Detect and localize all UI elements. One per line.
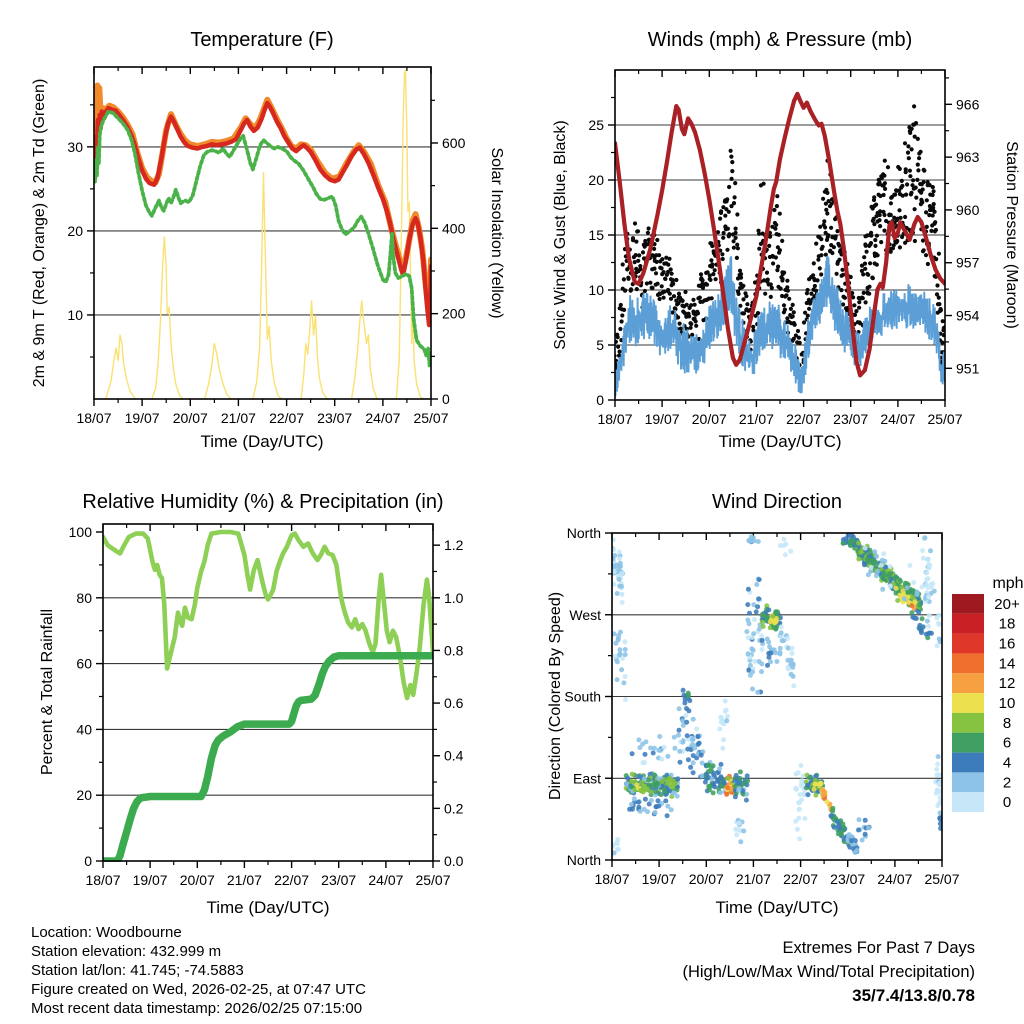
x-tick-label: 18/07 [76, 410, 112, 426]
y-tick-label: 0 [84, 853, 92, 869]
panel-winds-pressure [552, 29, 1020, 451]
right-tick-label: 963 [956, 149, 980, 166]
y-tick-label: South [564, 688, 601, 705]
chart-title-winds: Winds (mph) & Pressure (mb) [647, 29, 913, 51]
right-tick-label: 957 [956, 254, 980, 271]
x-axis-label-winds: Time (Day/UTC) [718, 432, 842, 451]
figure-created-timestamp: Figure created on Wed, 2026-02-25, at 07:47 UTC [31, 981, 366, 998]
right-tick-label: 960 [956, 201, 980, 218]
y-tick-label: North [566, 852, 601, 868]
extremes-values: 35/7.4/13.8/0.78 [852, 986, 975, 1005]
x-tick-label: 22/07 [269, 410, 305, 426]
extremes-subtitle: (High/Low/Max Wind/Total Precipitation) [682, 963, 975, 981]
right-tick-label: 0.4 [444, 747, 464, 764]
x-tick-label: 20/07 [172, 410, 208, 426]
y-tick-label: 80 [76, 589, 92, 606]
x-tick-label: 20/07 [688, 871, 724, 887]
x-tick-label: 24/07 [365, 410, 401, 426]
x-tick-label: 23/07 [317, 410, 353, 426]
extremes-summary [682, 939, 975, 1005]
x-tick-label: 18/07 [85, 872, 121, 888]
colorbar-swatches [952, 594, 984, 812]
x-tick-label: 24/07 [880, 411, 916, 427]
y-tick-label: 60 [76, 655, 92, 672]
y-axis-label-direction: Direction (Colored By Speed) [547, 591, 564, 801]
x-tick-label: 19/07 [641, 871, 677, 887]
y-axis-label-temperature: 2m & 9m T (Red, Orange) & 2m Td (Green) [31, 78, 48, 388]
x-tick-label: 19/07 [124, 410, 160, 426]
y-tick-label: 5 [596, 337, 604, 353]
extremes-title: Extremes For Past 7 Days [782, 939, 975, 957]
y-tick-label: 10 [588, 282, 604, 298]
x-tick-label: 21/07 [735, 871, 771, 887]
right-tick-label: 954 [956, 307, 980, 324]
panel-wind-direction [547, 491, 960, 917]
x-tick-label: 21/07 [738, 411, 774, 427]
y-axis-label-wind: Sonic Wind & Gust (Blue, Black) [552, 120, 569, 350]
right-tick-label: 966 [956, 96, 980, 113]
x-tick-label: 20/07 [179, 872, 215, 888]
station-elevation: Station elevation: 432.999 m [31, 943, 222, 960]
x-tick-label: 22/07 [786, 411, 822, 427]
x-tick-label: 18/07 [597, 411, 633, 427]
right-tick-label: 1.0 [444, 589, 464, 606]
colorbar-bin-label: 12 [998, 675, 1016, 693]
series-temperature [94, 70, 431, 399]
y-tick-label: 40 [76, 721, 92, 738]
y-tick-label: 20 [588, 172, 604, 188]
colorbar-bin-label: 10 [998, 695, 1016, 712]
x-tick-label: 25/07 [413, 410, 449, 426]
station-location: Location: Woodbourne [31, 924, 182, 941]
y-tick-label: 100 [68, 524, 92, 540]
colorbar-bin-label: 16 [998, 635, 1016, 653]
colorbar-bin-label: 8 [1002, 714, 1012, 732]
right-tick-label: 0.6 [444, 695, 464, 712]
y-axis-label-solar: Solar Insolation (Yellow) [488, 147, 505, 319]
x-tick-label: 23/07 [830, 871, 866, 887]
y-tick-label: West [569, 606, 601, 623]
chart-title-wind-direction: Wind Direction [711, 491, 843, 513]
x-tick-label: 21/07 [220, 410, 256, 426]
station-latlon: Station lat/lon: 41.745; -74.5883 [31, 962, 244, 979]
y-tick-label: 20 [67, 222, 83, 239]
x-tick-label: 24/07 [877, 871, 913, 887]
right-tick-label: 0.2 [444, 800, 464, 817]
right-tick-label: 1.2 [444, 537, 464, 554]
x-tick-label: 19/07 [132, 872, 168, 888]
x-tick-label: 22/07 [274, 872, 310, 888]
colorbar-bin-label: 0 [1002, 794, 1012, 812]
right-tick-label: 200 [442, 305, 466, 322]
x-tick-label: 21/07 [226, 872, 262, 888]
x-tick-label: 24/07 [368, 872, 404, 888]
chart-title-humidity: Relative Humidity (%) & Precipitation (in) [82, 491, 444, 513]
colorbar-title: mph [992, 575, 1024, 592]
x-axis-label-direction: Time (Day/UTC) [715, 898, 839, 917]
y-tick-label: 25 [588, 117, 604, 133]
x-tick-label: 23/07 [833, 411, 869, 427]
right-tick-label: 951 [956, 360, 980, 377]
axes-winds [588, 70, 979, 427]
y-tick-label: 10 [67, 306, 83, 323]
panel-humidity-precip [39, 491, 464, 917]
station-metadata [31, 924, 366, 1017]
right-tick-label: 0.8 [444, 642, 464, 659]
x-tick-label: 25/07 [415, 872, 451, 888]
x-tick-label: 25/07 [924, 871, 960, 887]
colorbar-bin-label: 14 [998, 655, 1016, 673]
colorbar-bin-label: 18 [998, 615, 1016, 633]
recent-data-timestamp: Most recent data timestamp: 2026/02/25 07:15:00 [31, 1000, 363, 1017]
y-tick-label: 20 [76, 787, 92, 804]
plot-frame-humidity [103, 524, 433, 861]
colorbar-bin-label: 20+ [994, 595, 1020, 613]
panel-temperature [31, 29, 505, 451]
chart-title-temperature: Temperature (F) [190, 29, 334, 51]
right-tick-label: 0.0 [444, 853, 464, 869]
x-tick-label: 23/07 [321, 872, 357, 888]
right-tick-label: 400 [442, 220, 466, 237]
y-tick-label: 0 [596, 392, 604, 408]
right-tick-label: 600 [442, 134, 466, 151]
y-tick-label: North [566, 525, 601, 542]
y-tick-label: East [572, 770, 601, 787]
colorbar-bin-label: 4 [1002, 754, 1012, 772]
x-tick-label: 19/07 [644, 411, 680, 427]
speed-colorbar-legend [952, 575, 1024, 812]
colorbar-labels [994, 596, 1020, 811]
x-tick-label: 25/07 [927, 411, 963, 427]
y-axis-label-humidity: Percent & Total Rainfall [39, 608, 56, 776]
x-tick-label: 20/07 [691, 411, 727, 427]
colorbar-bin-label: 6 [1002, 734, 1012, 752]
series-wind-direction [610, 533, 945, 856]
y-tick-label: 15 [588, 227, 604, 243]
y-axis-label-pressure: Station Pressure (Maroon) [1003, 141, 1020, 329]
x-axis-label-temperature: Time (Day/UTC) [200, 432, 324, 451]
series-winds [613, 94, 948, 396]
colorbar-bin-label: 2 [1002, 774, 1012, 792]
right-tick-label: 0 [442, 391, 450, 407]
series-humidity [103, 532, 433, 861]
x-tick-label: 22/07 [783, 871, 819, 887]
x-axis-label-humidity: Time (Day/UTC) [206, 898, 330, 917]
x-tick-label: 18/07 [594, 871, 630, 887]
y-tick-label: 30 [67, 138, 83, 155]
